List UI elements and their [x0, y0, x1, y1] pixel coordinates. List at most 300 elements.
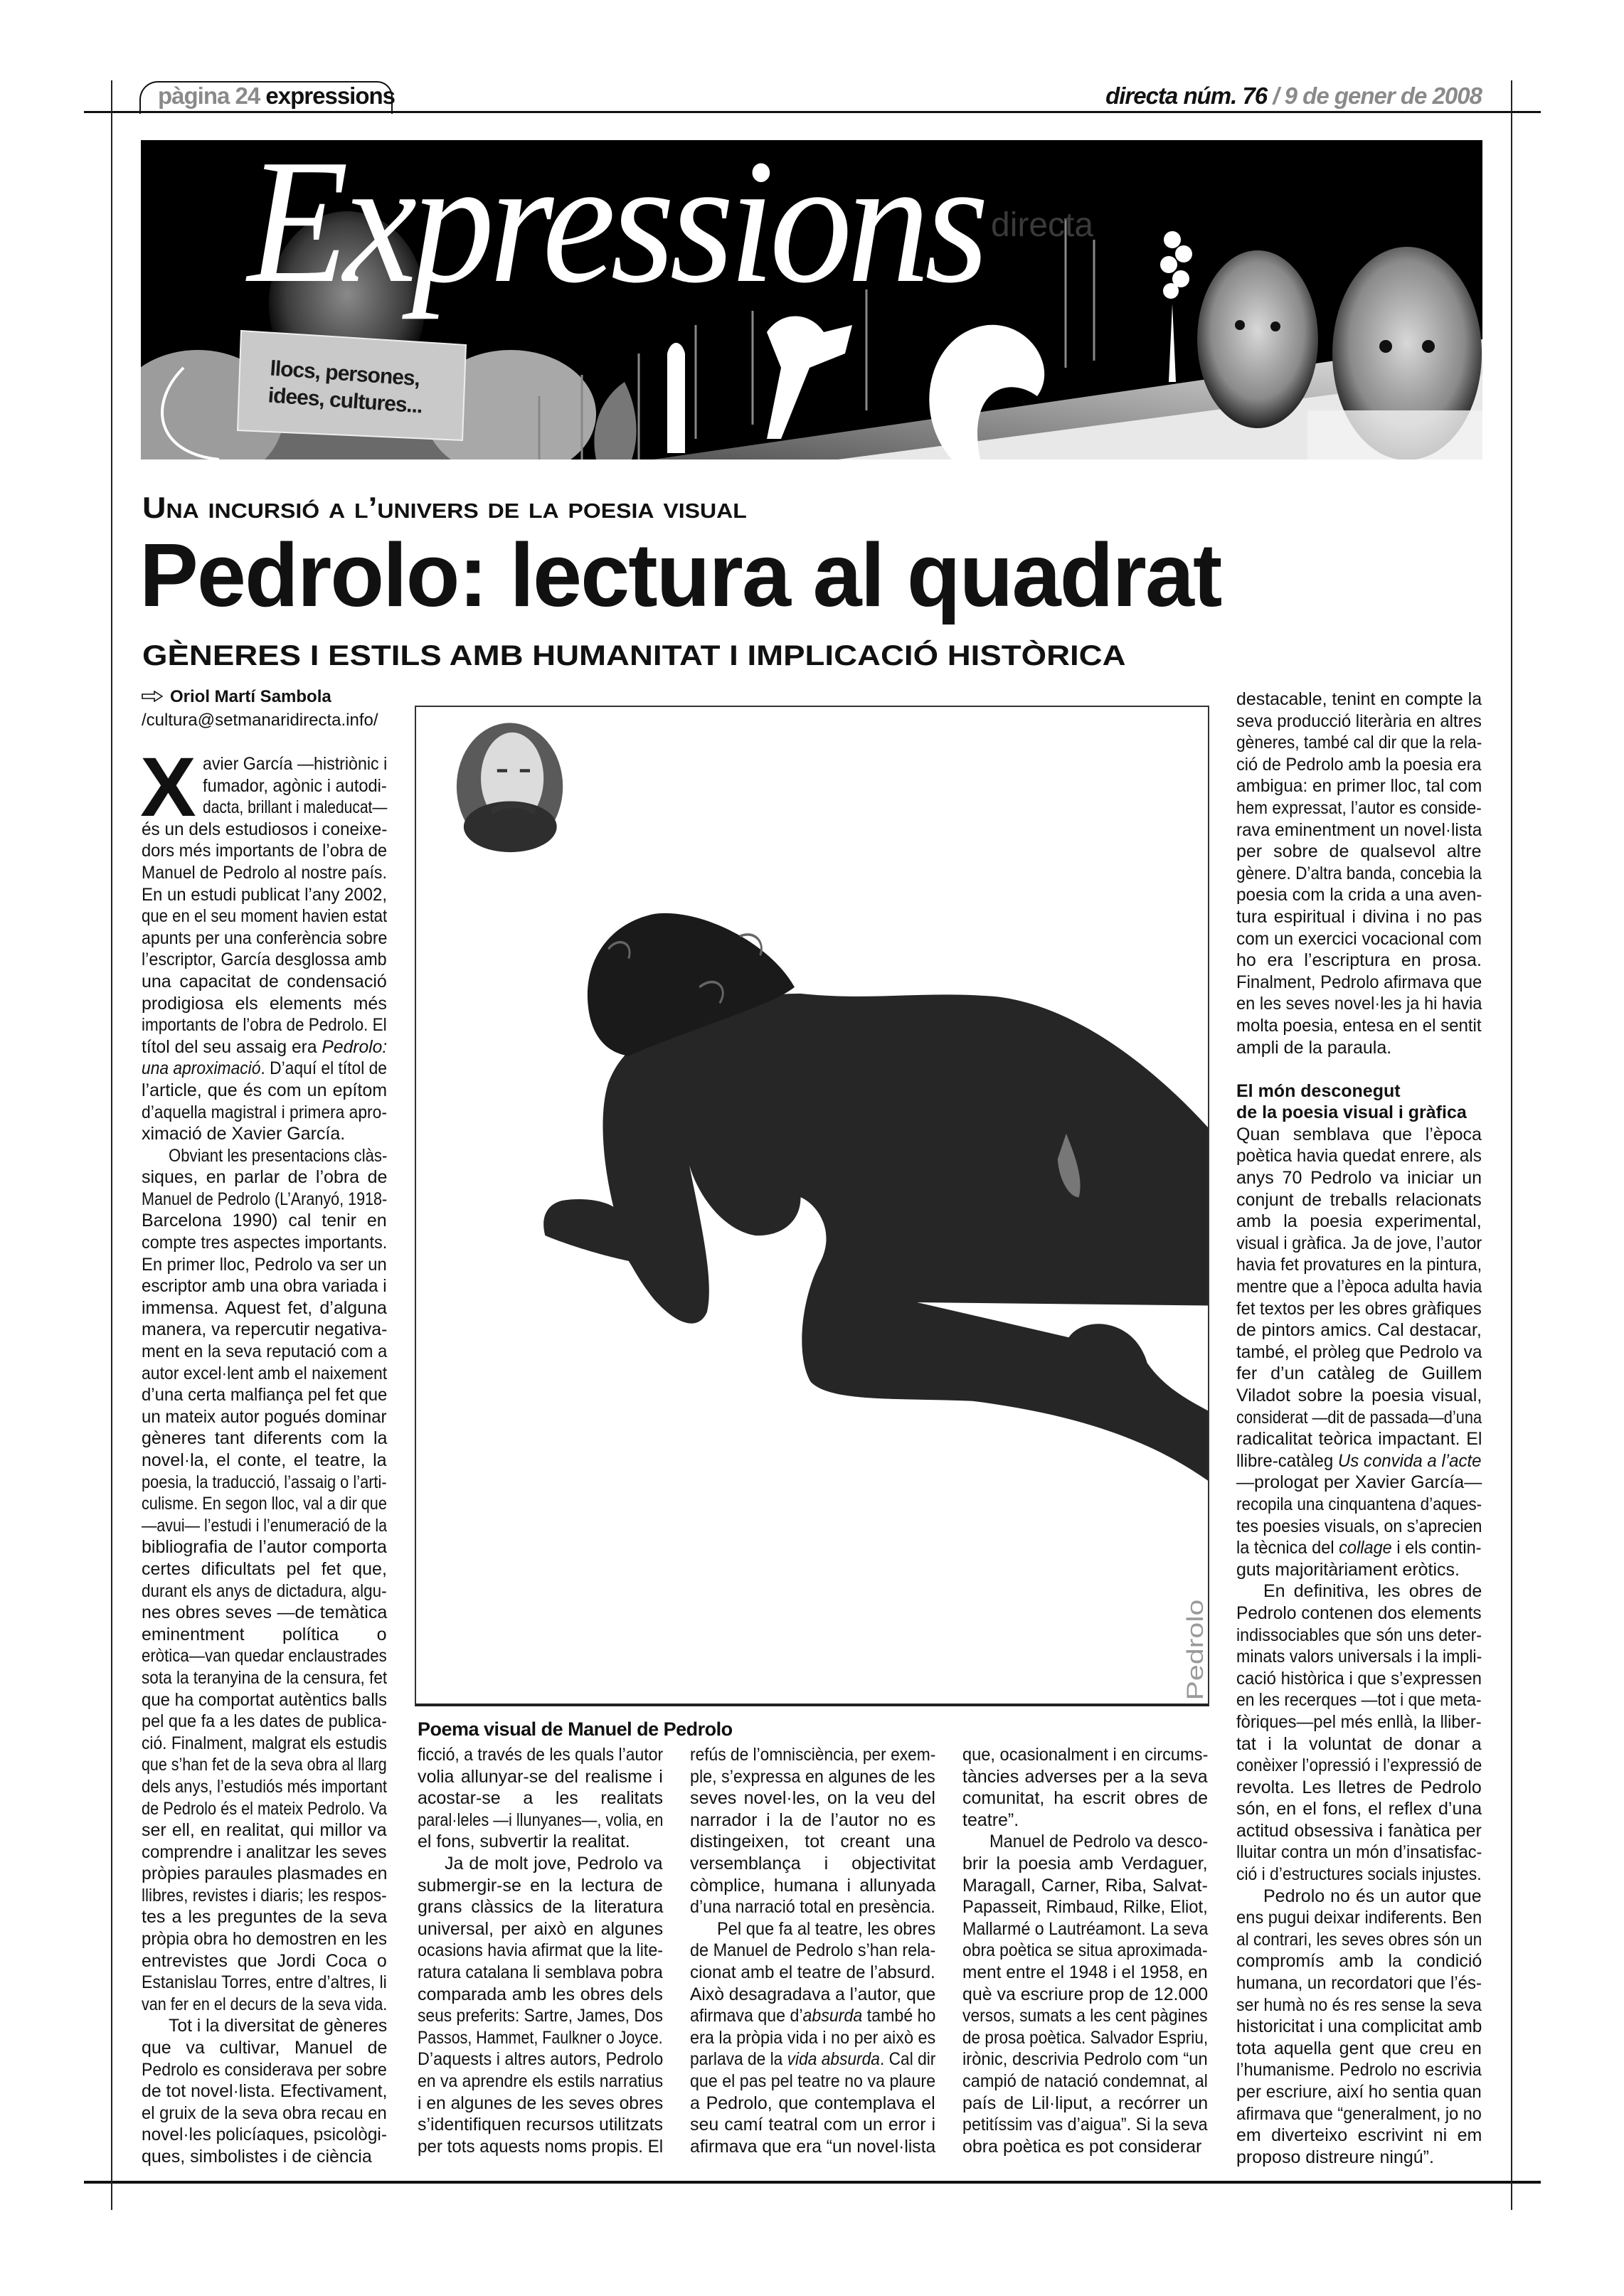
footer-rule: [84, 2181, 1541, 2184]
text-line: [962, 1809, 1208, 1832]
line-text: prodigiosa els elements més: [142, 993, 387, 1014]
line-text: . D’aquí el títol de: [260, 1058, 387, 1079]
line-text: Quan semblava que l’època: [1236, 1124, 1482, 1144]
banner-card-text: [267, 356, 425, 420]
line-text: compte tres aspectes importants.: [142, 1233, 388, 1253]
line-text: cació històrica i que s’expressen: [1236, 1668, 1482, 1689]
line-text: seves novel·les, on la veu del: [690, 1788, 935, 1809]
text-line: [690, 1984, 935, 2006]
article-column-4: [962, 1744, 1208, 2157]
text-line: [418, 2027, 663, 2049]
text-line: [1236, 863, 1482, 885]
line-text: ampli de la paraula.: [1236, 1037, 1392, 1058]
text-line: [142, 1863, 387, 1885]
line-text: també, el pròleg que Pedrolo va: [1236, 1341, 1482, 1362]
line-text: distingeixen, tot creant una: [690, 1832, 935, 1852]
text-line: [142, 1645, 387, 1667]
drop-cap: X: [140, 740, 196, 834]
line-text: la tècnica del: [1236, 1538, 1339, 1558]
line-text: culisme. En segon lloc, val a dir que: [142, 1494, 387, 1514]
text-line: [1236, 1559, 1482, 1581]
text-line: [690, 2114, 935, 2136]
left-margin-rule: [111, 80, 112, 2210]
line-text: dors més importants de l’obra de: [142, 841, 388, 861]
text-line: [1236, 1537, 1482, 1559]
line-text: entrevistes que Jordi Coca o: [142, 1950, 387, 1971]
text-line: [142, 1102, 387, 1124]
figure-caption: Poema visual de Manuel de Pedrolo: [418, 1718, 733, 1740]
text-line: [142, 1841, 387, 1864]
section-banner: [141, 140, 1482, 459]
line-text: afirmava que “generalment, jo no: [1236, 2103, 1482, 2124]
line-text: són, en el fons, el reflex d’una: [1236, 1799, 1482, 1819]
line-text: amb la poesia experimental,: [1236, 1211, 1482, 1232]
text-line: [418, 2071, 663, 2093]
text-line: [1236, 1886, 1482, 1908]
line-text: considerat —dit de passada—d’una: [1236, 1407, 1482, 1428]
line-text: que s’han fet de la seva obra al llarg: [142, 1755, 387, 1775]
line-text: l’escriptor, García desglossa amb: [142, 950, 387, 970]
poem-visual-figure: [415, 706, 1209, 1706]
page-section-label: [158, 83, 395, 110]
text-line: [1236, 1494, 1482, 1516]
text-line: [142, 1014, 387, 1036]
line-text: Ja de molt jove, Pedrolo va: [445, 1853, 663, 1874]
text-line: [690, 2136, 935, 2158]
text-line: [1236, 1777, 1482, 1799]
line-text: s’identifiquen recursos utilitzats: [418, 2115, 663, 2135]
text-line: [142, 2059, 387, 2081]
italic-text: una aproximació: [142, 1058, 261, 1079]
line-text: Tot i la diversitat de gèneres: [169, 2016, 388, 2036]
text-line: [1236, 2103, 1482, 2125]
line-text: Viladot sobre la poesia visual,: [1236, 1386, 1482, 1405]
line-text: poètica havia quedat enrere, als: [1236, 1146, 1482, 1166]
line-text: novel·la, el conte, el teatre, la: [142, 1450, 387, 1470]
line-text: recopila una cinquantena d’aques-: [1236, 1494, 1482, 1514]
text-line: [690, 1875, 935, 1897]
line-text: En un estudi publicat l’any 2002,: [142, 884, 387, 905]
line-text: universal, per això en algunes: [418, 1918, 664, 1939]
line-text: ens pugui deixar indiferents. Ben: [1236, 1908, 1482, 1928]
text-line: [142, 1906, 387, 1928]
line-text: i els contin-: [1391, 1538, 1482, 1558]
text-line: [142, 1297, 387, 1319]
text-line: [690, 2048, 935, 2071]
text-line: [1236, 1058, 1482, 1080]
line-text: Manuel de Pedrolo al nostre país.: [142, 862, 387, 883]
text-line: [142, 1733, 387, 1755]
text-line: [142, 1885, 387, 1907]
line-text: Passos, Hammet, Faulkner o Joyce.: [418, 2027, 663, 2048]
line-text: de Manuel de Pedrolo s’han rela-: [690, 1940, 936, 1961]
text-line: [690, 2093, 935, 2115]
subheading-line: [1236, 1102, 1482, 1124]
text-line: [1236, 1580, 1482, 1603]
text-line: [142, 1711, 387, 1733]
kicker-text: Una incursió a l’univers de la poesia visual: [142, 491, 747, 524]
text-line: [962, 1984, 1208, 2006]
text-line: [962, 1875, 1208, 1897]
line-text: llibre-catàleg: [1236, 1450, 1338, 1471]
text-line: [1236, 732, 1482, 754]
text-line: [962, 1896, 1208, 1918]
text-line: [1236, 2038, 1482, 2060]
line-text: pròpia obra ho demostren en les: [142, 1929, 387, 1950]
line-text: Manuel de Pedrolo (L’Aranyó, 1918-: [142, 1189, 388, 1209]
text-line: [690, 2071, 935, 2093]
line-text: brir la poesia amb Verdaguer,: [962, 1853, 1208, 1874]
line-text: dacta, brillant i maleducat—: [203, 797, 388, 818]
text-line: [418, 1918, 663, 1940]
line-text: En definitiva, les obres de: [1263, 1581, 1482, 1602]
crouching-figure-silhouette: [543, 994, 1208, 1481]
line-text: país de Lil·liput, a recórrer un: [962, 2093, 1209, 2113]
line-text: conèixer l’opressió i l’expressió de: [1236, 1755, 1482, 1776]
italic-text: collage: [1339, 1538, 1392, 1558]
text-line: [1236, 1972, 1482, 1994]
banner-brand: directa: [991, 206, 1094, 244]
line-text: fòriques—pel més enllà, la lliber-: [1236, 1711, 1482, 1732]
title-text: Pedrolo: lectura al quadrat: [139, 525, 1221, 625]
italic-text: Pedrolo:: [322, 1036, 388, 1057]
line-text: compromís amb la condició: [1236, 1951, 1482, 1972]
line-text: dels anys, l’estudiós més important: [142, 1776, 388, 1797]
line-text: en les recerques —tot i que meta-: [1236, 1690, 1482, 1711]
line-text: ció de Pedrolo amb la poesia era: [1236, 754, 1482, 775]
text-line: [1236, 972, 1482, 994]
line-text: l’humanisme. Pedrolo no escrivia: [1236, 2060, 1482, 2080]
line-text: de Pedrolo és el mateix Pedrolo. Va: [142, 1798, 387, 1819]
card-line: idees, cultures...: [267, 383, 423, 418]
text-line: [690, 1831, 935, 1853]
text-line: [142, 928, 387, 950]
line-text: fer d’un catàleg de Guillem: [1236, 1364, 1482, 1384]
child-face-1: [1197, 250, 1318, 428]
text-line: [142, 1972, 387, 1994]
line-text: D’aquests i altres autors, Pedrolo: [418, 2049, 664, 2070]
text-line: [142, 1450, 387, 1472]
line-text: Obviant les presentacions clàs-: [169, 1145, 388, 1166]
italic-text: Us convida a l’acte: [1337, 1450, 1482, 1471]
line-text: actitud obsessiva i fanàtica per: [1236, 1820, 1482, 1841]
line-text: indissociables que són uns deter-: [1236, 1625, 1482, 1645]
line-text: —prologat per Xavier García—: [1236, 1472, 1482, 1493]
text-line: [1236, 1733, 1482, 1755]
line-text: què va escriure prop de 12.000: [962, 1984, 1209, 2004]
text-line: [142, 1819, 387, 1841]
line-text: Barcelona 1990) cal tenir en: [142, 1211, 387, 1231]
line-text: pel que fa a les dates de publica-: [142, 1711, 387, 1732]
text-line: [1236, 1363, 1482, 1385]
text-line: [1236, 2016, 1482, 2038]
text-line: [142, 1166, 387, 1189]
text-line: [690, 1766, 935, 1788]
text-line: [962, 2048, 1208, 2071]
line-text: paral·leles —i llunyanes—, volia, en: [418, 1809, 664, 1830]
line-text: també ho: [862, 2006, 936, 2026]
text-line: [1236, 906, 1482, 928]
text-line: [1236, 711, 1482, 733]
italic-text: vida absurda: [787, 2049, 880, 2070]
author-name: Oriol Martí Sambola: [170, 687, 331, 706]
text-line: [418, 1787, 663, 1809]
line-text: Manuel de Pedrolo va desco-: [989, 1832, 1209, 1852]
line-text: Papasseit, Rimbaud, Rilke, Eliot,: [962, 1897, 1208, 1918]
line-text: petitíssim vas d’aigua”. Si la seva: [962, 2115, 1208, 2135]
text-line: [142, 1036, 387, 1058]
article-subtitle: [142, 640, 1126, 672]
line-text: tota aquella gent que creu en: [1236, 2038, 1482, 2058]
text-line: [962, 1766, 1208, 1788]
line-text: anys 70 Pedrolo va iniciar un: [1236, 1168, 1482, 1189]
line-text: gèneres, també cal dir que la rela-: [1236, 733, 1482, 753]
card-line: llocs, persones,: [269, 356, 421, 391]
line-text: com un exercici vocacional com: [1236, 928, 1482, 949]
text-line: [1236, 1625, 1482, 1647]
line-text: per tots aquests noms propis. El: [418, 2136, 664, 2157]
text-line: [1236, 819, 1482, 841]
text-line: [1236, 1603, 1482, 1625]
text-line: [142, 1667, 387, 1689]
line-text: comprendre i analitzar les seves: [142, 1841, 387, 1862]
line-text: minats valors universals i la impli-: [1236, 1647, 1482, 1667]
text-line: [142, 1319, 387, 1341]
line-text: proposo distreure ningú”.: [1236, 2147, 1434, 2167]
text-line: [962, 2071, 1208, 2093]
text-line: [142, 1210, 387, 1232]
line-text: en les seves novel·les ja hi havia: [1236, 994, 1482, 1014]
text-line: [1236, 1668, 1482, 1690]
text-line: [142, 1123, 387, 1145]
text-line: [1236, 1385, 1482, 1407]
text-line: [1236, 1755, 1482, 1777]
line-text: mentre que a l’època adulta havia: [1236, 1277, 1482, 1297]
line-text: el gruix de la seva obra recau en: [142, 2103, 387, 2123]
text-line: [142, 1689, 387, 1711]
text-line: [142, 2037, 387, 2059]
text-line: [1236, 1015, 1482, 1037]
line-text: humana, un recordatori que l’és-: [1236, 1973, 1482, 1994]
line-text: ser ell, en realitat, qui millor va: [142, 1820, 387, 1841]
text-line: [690, 1853, 935, 1875]
line-text: ques, simbolistes i de ciència: [142, 2147, 372, 2167]
line-text: fet textos per les obres gràfiques: [1236, 1298, 1482, 1319]
text-line: [142, 1602, 387, 1624]
bottle-graphic: [667, 343, 685, 453]
line-text: ratura catalana li semblava pobra: [418, 1962, 663, 1982]
line-text: parlava de la: [690, 2049, 787, 2070]
italic-text: absurda: [802, 2006, 863, 2026]
section-name: expressions: [265, 83, 396, 109]
line-text: ció. Finalment, malgrat els estudis: [142, 1733, 387, 1753]
line-text: obra poètica es pot considerar: [962, 2136, 1202, 2157]
text-line: [142, 1406, 387, 1428]
line-text: d’una certa malfiança pel fet que: [142, 1385, 388, 1405]
line-text: de tot novel·lista. Efectivament,: [142, 2081, 388, 2102]
author-email[interactable]: /cultura@setmanaridirecta.info/: [142, 711, 378, 730]
text-line: [962, 1744, 1208, 1766]
text-line: [1236, 2081, 1482, 2103]
text-line: [418, 1831, 663, 1853]
text-line: [1236, 1950, 1482, 1972]
text-line: [1236, 1341, 1482, 1364]
text-line: [1236, 797, 1482, 819]
text-line: [418, 1962, 663, 1984]
text-line: [142, 1994, 387, 2016]
line-text: escriptor amb una obra variada i: [142, 1276, 387, 1297]
line-text: tes a les preguntes de la seva: [142, 1907, 388, 1928]
article-kicker: [142, 491, 747, 525]
line-text: Estanislau Torres, entre d’altres, li: [142, 1972, 387, 1993]
line-text: lluitar contra un món d’insatisfac-: [1236, 1842, 1482, 1863]
article-column-2: [418, 1744, 663, 2157]
line-text: durant els anys de dictadura, algu-: [142, 1580, 387, 1601]
text-line: [142, 1493, 387, 1515]
text-line: [962, 1940, 1208, 1962]
text-line: [142, 1363, 387, 1385]
line-text: nes obres seves —de temàtica: [142, 1603, 388, 1623]
line-text: siques, en parlar de l’obra de: [142, 1167, 388, 1188]
text-line: [1236, 1189, 1482, 1211]
line-text: tat i la voluntat de donar a: [1236, 1733, 1482, 1754]
text-line: [142, 1536, 387, 1558]
text-line: [418, 1809, 663, 1832]
text-line: [1236, 2059, 1482, 2081]
line-text: ho era l’escriptura en prosa.: [1236, 950, 1482, 971]
line-text: i en algunes de les seves obres: [418, 2093, 664, 2113]
line-text: immensa. Aquest fet, d’alguna: [142, 1297, 387, 1318]
line-text: importants de l’obra de Pedrolo. El: [142, 1015, 387, 1036]
line-text: per sobre de qualsevol altre: [1236, 841, 1482, 862]
text-line: [142, 884, 387, 906]
text-line: [1236, 1037, 1482, 1059]
line-text: narrador i la de l’autor no es: [690, 1809, 936, 1830]
balloons-graphic: [1160, 231, 1192, 382]
line-text: irònic, descrivia Pedrolo com “un: [962, 2049, 1208, 2070]
line-text: novel·les policíaques, psicològi-: [142, 2125, 387, 2145]
line-text: còmplice, humana i allunyada: [690, 1875, 936, 1896]
line-text: de prosa poètica. Salvador Espriu,: [962, 2027, 1209, 2048]
text-line: [690, 2005, 935, 2027]
line-text: Pedrolo es considerava per sobre: [142, 2059, 387, 2080]
text-line: [142, 1798, 387, 1820]
line-text: radicalitat teòrica impactant. El: [1236, 1429, 1482, 1450]
line-text: que el pas pel teatre no va plaure: [690, 2071, 936, 2091]
line-text: havia fet provatures en la pintura,: [1236, 1255, 1482, 1275]
text-line: [418, 1766, 663, 1788]
line-text: una capacitat de condensació: [142, 971, 387, 992]
line-text: que, ocasionalment i en circums-: [962, 1745, 1209, 1765]
text-line: [1236, 1124, 1482, 1146]
line-text: sota la teranyina de la censura, fet: [142, 1667, 388, 1688]
text-line: [142, 905, 387, 928]
line-text: pròpies paraules plasmades en: [142, 1864, 388, 1884]
line-text: seus preferits: Sartre, James, Dos: [418, 2006, 663, 2026]
text-line: [1236, 754, 1482, 776]
line-text: El món desconegut: [1236, 1080, 1401, 1101]
text-line: [142, 1928, 387, 1950]
text-line: [690, 1809, 935, 1832]
article-column-3: [690, 1744, 935, 2157]
line-text: títol del seu assaig era: [142, 1036, 322, 1057]
text-line: [142, 949, 387, 971]
line-text: van fer en el decurs de la seva vida.: [142, 1994, 388, 2014]
line-text: Mallarmé o Lautréamont. La seva: [962, 1918, 1209, 1939]
line-text: grans clàssics de la literatura: [418, 1897, 664, 1918]
text-line: [1236, 1516, 1482, 1538]
text-line: [418, 2005, 663, 2027]
artist-signature: Pedrolo: [1181, 1599, 1208, 1701]
text-line: [962, 1918, 1208, 1940]
line-text: gènere. D’altra banda, concebia la: [1236, 863, 1482, 883]
line-text: de la poesia visual i gràfica: [1236, 1102, 1467, 1123]
line-text: tura espiritual i divina i no pas: [1236, 906, 1482, 927]
line-text: comparada amb les obres dels: [418, 1984, 663, 2004]
text-line: [418, 1896, 663, 1918]
visual-poem-artwork: [416, 707, 1208, 1704]
line-text: conjunt de treballs relacionats: [1236, 1189, 1482, 1210]
line-text: volia allunyar-se del realisme i: [418, 1766, 663, 1787]
text-line: [1236, 841, 1482, 863]
line-text: —avui— l’estudi i l’enumeració de la: [142, 1515, 387, 1536]
text-line: [1236, 1167, 1482, 1189]
text-line: [1236, 1211, 1482, 1233]
line-text: ocasions havia afirmat que la lite-: [418, 1940, 664, 1961]
line-text: campió de natació condemnat, al: [962, 2071, 1208, 2091]
line-text: cionat amb el teatre de l’absurd.: [690, 1962, 935, 1982]
text-line: [142, 1058, 387, 1080]
line-text: visual i gràfica. Ja de jove, l’autor: [1236, 1233, 1482, 1253]
text-line: [1236, 1798, 1482, 1820]
subheading-line: [1236, 1080, 1482, 1102]
line-text: certes dificultats pel fet que,: [142, 1558, 387, 1579]
text-line: [1236, 884, 1482, 906]
line-text: teatre”.: [962, 1809, 1019, 1830]
line-text: de pintors amics. Cal destacar,: [1236, 1320, 1482, 1341]
text-line: [962, 1831, 1208, 1853]
text-line: [1236, 1994, 1482, 2016]
line-text: . Cal dir: [879, 2049, 936, 2070]
text-line: [690, 1787, 935, 1809]
line-text: fumador, agònic i autodi-: [203, 775, 387, 796]
text-line: [142, 2015, 387, 2037]
text-line: [418, 1984, 663, 2006]
line-text: hem expressat, l’autor es conside-: [1236, 797, 1482, 818]
text-line: [142, 1080, 387, 1102]
line-text: poesia com la crida a una aven-: [1236, 885, 1482, 905]
line-text: avier García —histriònic i: [203, 754, 388, 774]
line-text: en va aprendre els estils narratius: [418, 2071, 664, 2091]
line-text: seu camí teatral com un error i: [690, 2115, 936, 2135]
text-line: [1236, 928, 1482, 950]
line-text: afirmava que d’: [690, 2006, 803, 2026]
text-line: [962, 1962, 1208, 1984]
text-line: [690, 1918, 935, 1940]
text-line: [1236, 1298, 1482, 1320]
line-text: versemblança i objectivitat: [690, 1853, 936, 1874]
text-line: [142, 971, 387, 993]
text-line: [418, 1940, 663, 1962]
text-line: [1236, 993, 1482, 1015]
text-line: [418, 2114, 663, 2136]
line-text: bibliografia de l’autor comporta: [142, 1537, 387, 1558]
line-text: ficció, a través de les quals l’autor: [418, 1745, 664, 1765]
text-line: [962, 1787, 1208, 1809]
line-text: seva producció literària en altres: [1236, 711, 1482, 731]
text-line: [142, 2124, 387, 2146]
article-column-5: [1236, 689, 1482, 2168]
